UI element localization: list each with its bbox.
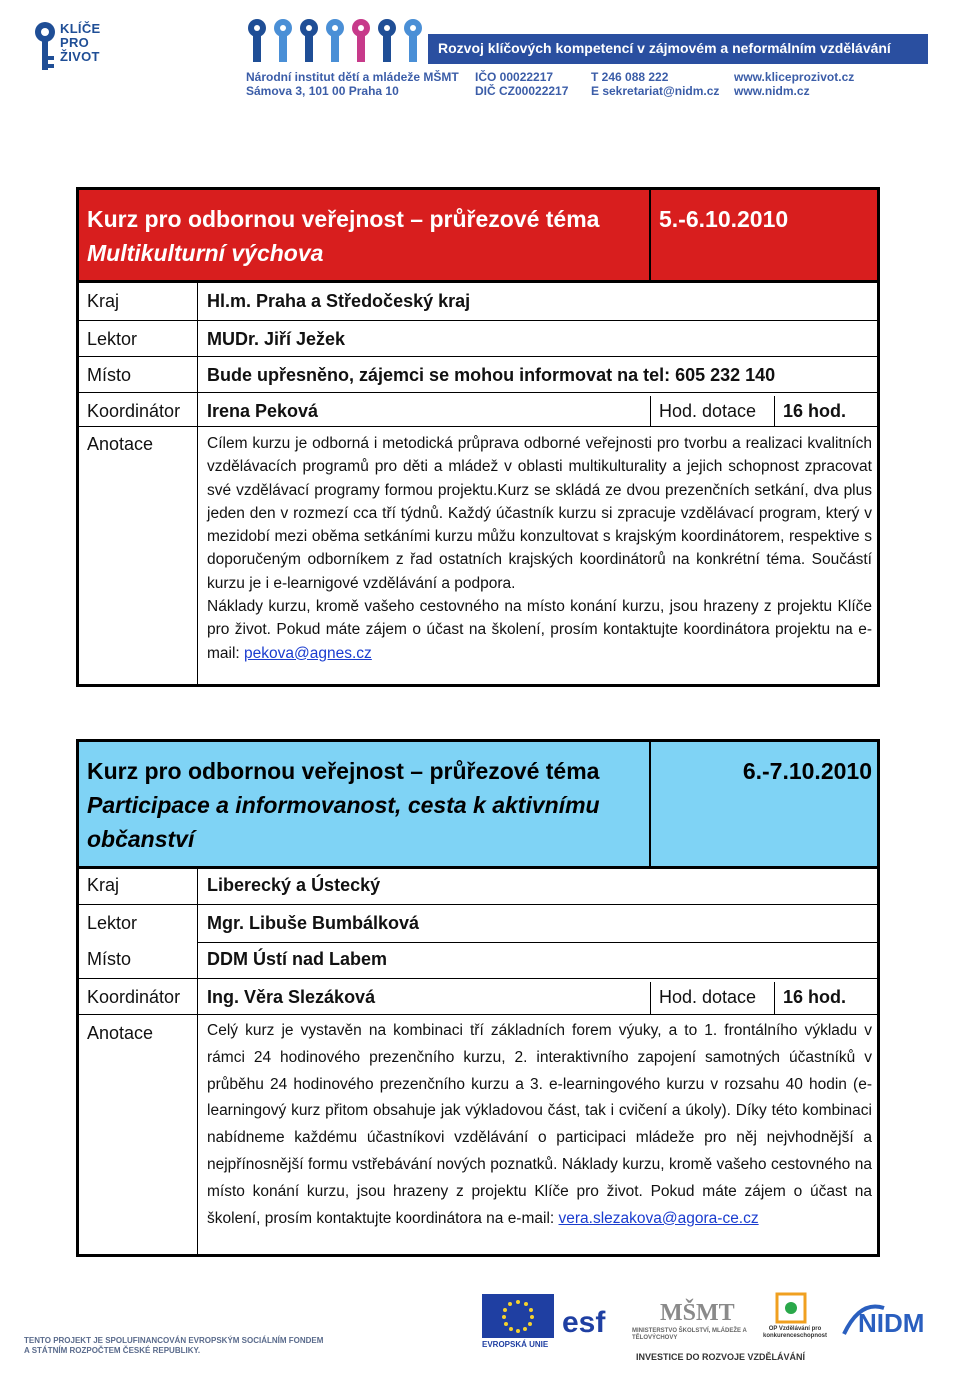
funding-line: TENTO PROJEKT JE SPOLUFINANCOVÁN EVROPSKÝM SOCIÁLNÍM FONDEM	[24, 1336, 324, 1345]
funding-line: A STÁTNÍM ROZPOČTEM ČESKÉ REPUBLIKY.	[24, 1346, 201, 1355]
msmt-logo	[630, 1290, 750, 1346]
label: Anotace	[87, 434, 154, 454]
annotation-paragraph: Cílem kurzu je odborná i metodická průprava odborné veřejnosti pro tvorbu a realizaci kvalitních vzdělávacích programů pro děti a mládež v oblasti multikulturality a jejich schopnost zpracovat své vzdělávací programy formou projektu.Kurz se skládá ze dvou prezenčních setkání, dva plus jeden den v rozmezí cca tří týdnů. Každý účastník kurzu si zpracuje vzdělávací program, který v mezidobí mezi oběma setkáními kurzu můžu konzultovat s krajským koordinátorem, respektive s doporučeným odborníkem z řad ostatních krajských koordinátorů na konkrétní téma. Součástí kurzu je i e-learnigové vzdělávání a podpora.	[207, 435, 872, 592]
label: Lektor	[87, 329, 138, 349]
course-title-bar	[79, 742, 877, 869]
label: Místo	[87, 949, 132, 969]
label: Místo	[87, 365, 132, 385]
value-coordinator: Ing. Věra Slezáková	[207, 987, 376, 1007]
annotation-contact: Náklady kurzu, kromě vašeho cestovného na místo konání kurzu, jsou hrazeny z projektu Klíče pro život. Pokud máte zájem o účast na školení, prosím kontaktujte koordinátora projektu na e-mail:	[207, 598, 872, 662]
nidm-logo	[840, 1294, 940, 1350]
divider	[649, 742, 651, 866]
course-date: 6.-7.10.2010	[742, 758, 872, 784]
org-web	[734, 70, 854, 98]
org-dic: DIČ CZ00022217	[475, 84, 569, 98]
course-card	[76, 739, 880, 1257]
divider	[79, 356, 877, 357]
annotation-text	[207, 432, 872, 665]
hours-value: 16 hod.	[783, 401, 847, 421]
hours-label: Hod. dotace	[659, 401, 757, 421]
logo-word: PRO	[60, 35, 90, 50]
org-email: E sekretariat@nidm.cz	[591, 84, 720, 98]
divider	[79, 1014, 877, 1015]
divider	[650, 982, 651, 1014]
divider	[79, 904, 877, 905]
course-card	[76, 187, 880, 687]
hours-label: Hod. dotace	[659, 987, 757, 1007]
label: Lektor	[87, 913, 138, 933]
eu-flag-icon	[482, 1294, 554, 1338]
value-region: Liberecký a Ústecký	[207, 875, 381, 895]
nidm-wordmark: NIDM	[858, 1308, 925, 1338]
org-street: Sámova 3, 101 00 Praha 10	[246, 84, 399, 98]
row-anotace	[79, 430, 877, 684]
course-title	[87, 202, 642, 270]
course-title	[87, 754, 642, 856]
course-title-bar	[79, 190, 877, 283]
funding-footer	[0, 1280, 960, 1376]
org-ico: IČO 00022217	[475, 70, 554, 84]
hours-value: 16 hod.	[783, 987, 847, 1007]
row-lektor	[79, 324, 877, 360]
keys-graphic-icon	[245, 18, 430, 70]
org-ids	[475, 70, 568, 98]
course-topic: Participace a informovanost, cesta k aktivnímu občanství	[87, 792, 600, 852]
value-location: DDM Ústí nad Labem	[207, 949, 388, 969]
banner-text: Rozvoj klíčových kompetencí v zájmovém a neformálním vzdělávání	[438, 40, 891, 56]
value-coordinator: Irena Peková	[207, 401, 319, 421]
project-banner	[428, 34, 928, 64]
org-name: Národní institut dětí a mládeže MŠMT	[246, 70, 459, 84]
svg-text:MŠMT: MŠMT	[660, 1300, 735, 1326]
org-web-link[interactable]: www.nidm.cz	[734, 84, 810, 98]
value-region: Hl.m. Praha a Středočeský kraj	[207, 291, 471, 311]
funding-statement	[24, 1336, 323, 1356]
esf-wordmark: esf	[562, 1306, 606, 1339]
esf-logo	[560, 1294, 622, 1344]
org-address	[246, 70, 459, 98]
email-link[interactable]: vera.slezakova@agora-ce.cz	[558, 1209, 759, 1227]
label: Anotace	[87, 1023, 154, 1043]
annotation-contact: Celý kurz je vystavěn na kombinaci tří základních forem výuky, a to 1. frontálního výkladu v rámci 24 hodinového prezenčního kurzu, 2. interaktivního zapojení samotných účastníků v průběhu 24 hodinového prezenčního kurzu a 3. e-learningového kurzu v rozsahu 40 hodin (e-learningový kurz přitom obsahuje jak výkladovou část, tak i cvičení a úkoly). Díky této kombinaci nabídneme každému účastníkovi vzdělávání o participaci mládeže pro něj nejvhodnější a nejpřínosnější formu vstřebávání nových poznatků. Náklady kurzu, kromě vašeho cestovného na místo konání kurzu, jsou hrazeny z projektu Klíče pro život. Pokud máte zájem o účast na školení, prosím kontaktujte koordinátora na e-mail:	[207, 1022, 872, 1227]
kliceprozivot-logo	[32, 20, 117, 80]
op-name: OP Vzdělávání pro konkurenceschopnost	[762, 1326, 827, 1339]
divider	[79, 978, 877, 979]
label: Koordinátor	[87, 401, 181, 421]
msmt-name: MINISTERSTVO ŠKOLSTVÍ, MLÁDEŽE A TĚLOVÝCHOVY	[632, 1328, 747, 1341]
eu-label: EVROPSKÁ UNIE	[482, 1340, 549, 1349]
org-web-link[interactable]: www.kliceprozivot.cz	[734, 70, 855, 84]
org-contact	[591, 70, 719, 98]
row-lektor	[79, 908, 877, 944]
label: Kraj	[87, 291, 120, 311]
row-anotace	[79, 1018, 877, 1254]
row-koordinator	[79, 982, 877, 1018]
value-lecturer: MUDr. Jiří Ježek	[207, 329, 346, 349]
divider	[79, 320, 877, 321]
logo-word: KLÍČE	[60, 21, 101, 36]
letterhead	[20, 12, 940, 107]
divider	[79, 392, 877, 393]
divider	[650, 396, 651, 426]
value-lecturer: Mgr. Libuše Bumbálková	[207, 913, 420, 933]
course-title-main: Kurz pro odbornou veřejnost – průřezové téma	[87, 206, 600, 232]
divider	[774, 396, 775, 426]
org-tel: T 246 088 222	[591, 70, 669, 84]
divider	[79, 426, 877, 427]
value-location: Bude upřesněno, zájemci se mohou informovat na tel: 605 232 140	[207, 365, 776, 385]
op-vk-logo	[755, 1290, 835, 1346]
divider	[774, 982, 775, 1014]
course-topic: Multikulturní výchova	[87, 240, 324, 266]
row-kraj	[79, 286, 877, 322]
logo-word: ŽIVOT	[60, 49, 100, 64]
row-kraj	[79, 870, 877, 906]
label: Kraj	[87, 875, 120, 895]
divider	[649, 190, 651, 280]
annotation-paragraph	[207, 1018, 872, 1232]
row-misto	[79, 360, 877, 396]
row-misto	[79, 946, 877, 982]
divider	[197, 942, 877, 943]
label: Koordinátor	[87, 987, 181, 1007]
course-date: 5.-6.10.2010	[659, 206, 789, 232]
key-icon	[32, 20, 58, 74]
email-link[interactable]: pekova@agnes.cz	[244, 644, 372, 662]
annotation-paragraph	[207, 595, 872, 665]
annotation-text	[207, 1018, 872, 1232]
investment-slogan: INVESTICE DO ROZVOJE VZDĚLÁVÁNÍ	[636, 1352, 806, 1362]
course-title-main: Kurz pro odbornou veřejnost – průřezové téma	[87, 758, 600, 784]
